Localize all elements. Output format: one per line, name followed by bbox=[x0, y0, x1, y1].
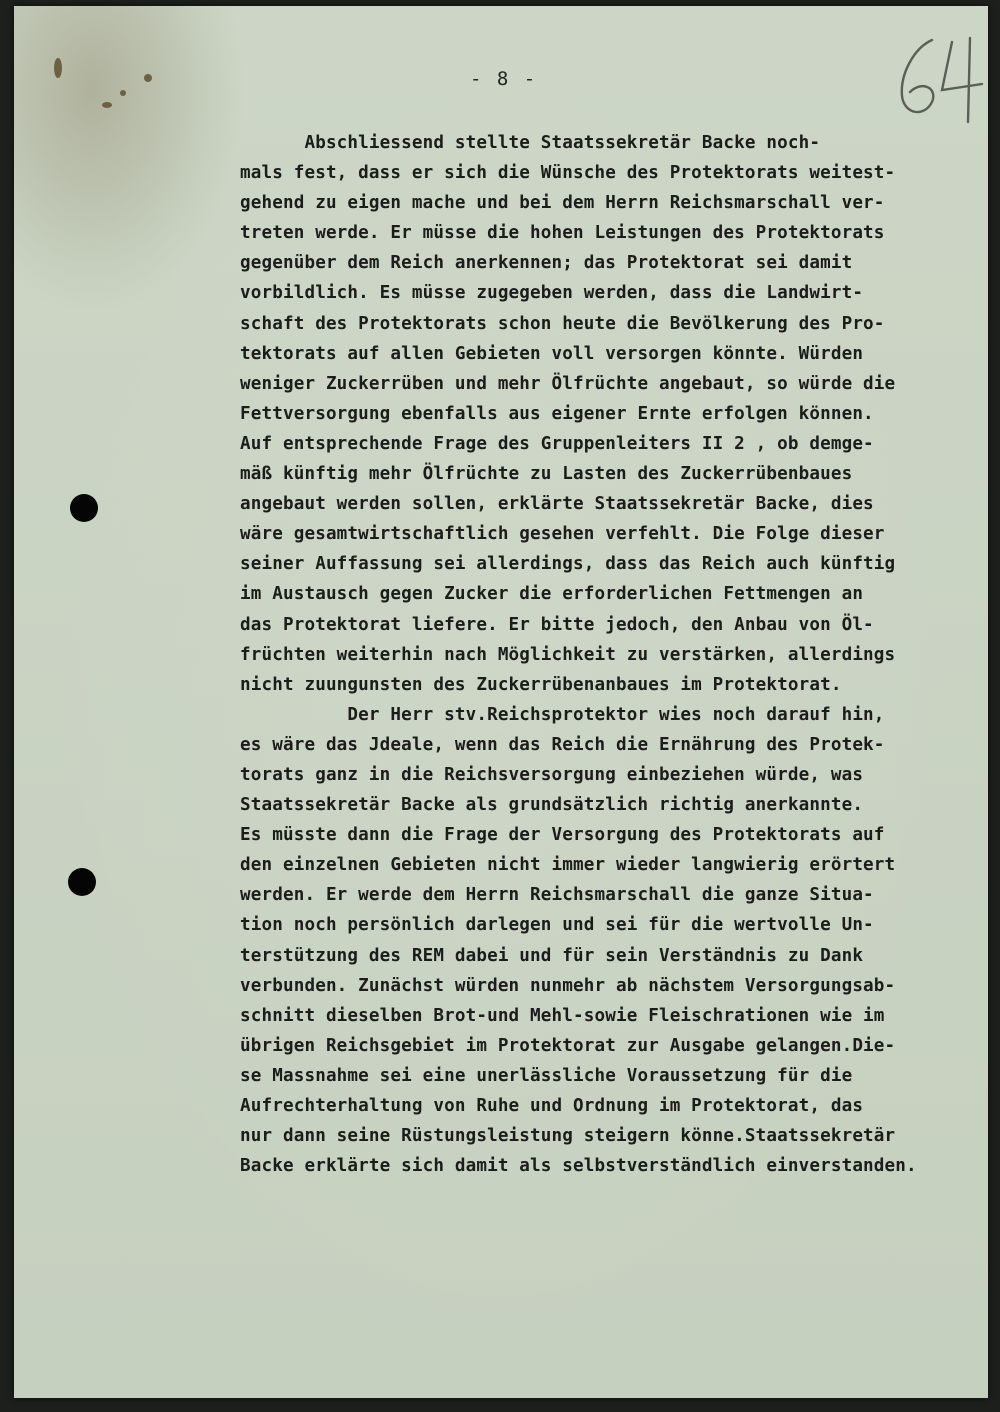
text-line: angebaut werden sollen, erklärte Staatssekretär Backe, dies bbox=[240, 494, 874, 515]
text-line: Es müsste dann die Frage der Versorgung des Protektorats auf bbox=[240, 825, 885, 846]
text-line: Fettversorgung ebenfalls aus eigener Ernte erfolgen können. bbox=[240, 403, 874, 424]
text-line: seiner Auffassung sei allerdings, dass das Reich auch künftig bbox=[240, 554, 896, 575]
text-line: gegenüber dem Reich anerkennen; das Protektorat sei damit bbox=[240, 253, 853, 274]
paragraph-1 bbox=[240, 128, 985, 700]
text-line: es wäre das Jdeale, wenn das Reich die Ernährung des Protek- bbox=[240, 734, 885, 755]
text-line: treten werde. Er müsse die hohen Leistungen des Protektorats bbox=[240, 223, 885, 244]
text-line: nicht zuungunsten des Zuckerrübenanbaues im Protektorat. bbox=[240, 674, 842, 695]
text-line: Abschliessend stellte Staatssekretär Backe noch- bbox=[240, 133, 821, 153]
document-body bbox=[240, 128, 985, 1181]
page-number: - 8 - bbox=[470, 68, 538, 90]
text-line: schnitt dieselben Brot-und Mehl-sowie Fleischrationen wie im bbox=[240, 1005, 885, 1026]
stain-mark bbox=[144, 74, 152, 82]
text-line: se Massnahme sei eine unerlässliche Voraussetzung für die bbox=[240, 1065, 853, 1086]
text-line: den einzelnen Gebieten nicht immer wieder langwierig erörtert bbox=[240, 855, 896, 876]
text-line: das Protektorat liefere. Er bitte jedoch, den Anbau von Öl- bbox=[240, 614, 874, 635]
text-line: wäre gesamtwirtschaftlich gesehen verfehlt. Die Folge dieser bbox=[240, 524, 885, 545]
handwritten-folio-number bbox=[892, 34, 992, 124]
text-line: nur dann seine Rüstungsleistung steigern könne.Staatssekretär bbox=[240, 1126, 896, 1147]
text-line: weniger Zuckerrüben und mehr Ölfrüchte angebaut, so würde die bbox=[240, 373, 896, 394]
text-line: Der Herr stv.Reichsprotektor wies noch darauf hin, bbox=[240, 704, 885, 725]
stain-mark bbox=[120, 90, 126, 96]
text-line: torats ganz in die Reichsversorgung einbeziehen würde, was bbox=[240, 764, 864, 785]
punch-hole-top bbox=[70, 494, 98, 522]
text-line: tektorats auf allen Gebieten voll versorgen könnte. Würden bbox=[240, 343, 864, 364]
text-line: mals fest, dass er sich die Wünsche des Protektorats weitest- bbox=[240, 163, 896, 184]
text-line: werden. Er werde dem Herrn Reichsmarschall die ganze Situa- bbox=[240, 885, 874, 906]
paragraph-2 bbox=[240, 700, 985, 1182]
text-line: Auf entsprechende Frage des Gruppenleiters II 2 , ob demge- bbox=[240, 433, 874, 454]
text-line: terstützung des REM dabei und für sein Verständnis zu Dank bbox=[240, 945, 864, 966]
text-line: übrigen Reichsgebiet im Protektorat zur Ausgabe gelangen.Die- bbox=[240, 1035, 896, 1056]
text-line: Staatssekretär Backe als grundsätzlich richtig anerkannte. bbox=[240, 795, 864, 816]
text-line: tion noch persönlich darlegen und sei für die wertvolle Un- bbox=[240, 915, 874, 936]
text-line: mäß künftig mehr Ölfrüchte zu Lasten des Zuckerrübenbaues bbox=[240, 464, 853, 485]
text-line: verbunden. Zunächst würden nunmehr ab nächstem Versorgungsab- bbox=[240, 975, 896, 996]
text-line: gehend zu eigen mache und bei dem Herrn Reichsmarschall ver- bbox=[240, 193, 885, 214]
text-line: im Austausch gegen Zucker die erforderlichen Fettmengen an bbox=[240, 584, 864, 605]
text-line: früchten weiterhin nach Möglichkeit zu verstärken, allerdings bbox=[240, 644, 896, 665]
stain-mark bbox=[102, 102, 112, 108]
text-line: schaft des Protektorats schon heute die Bevölkerung des Pro- bbox=[240, 313, 885, 334]
stain-mark bbox=[54, 58, 62, 78]
text-line: Aufrechterhaltung von Ruhe und Ordnung im Protektorat, das bbox=[240, 1096, 864, 1116]
punch-hole-bottom bbox=[68, 868, 96, 896]
text-line: vorbildlich. Es müsse zugegeben werden, dass die Landwirt- bbox=[240, 283, 864, 304]
text-line: Backe erklärte sich damit als selbstverständlich einverstanden. bbox=[240, 1156, 917, 1177]
